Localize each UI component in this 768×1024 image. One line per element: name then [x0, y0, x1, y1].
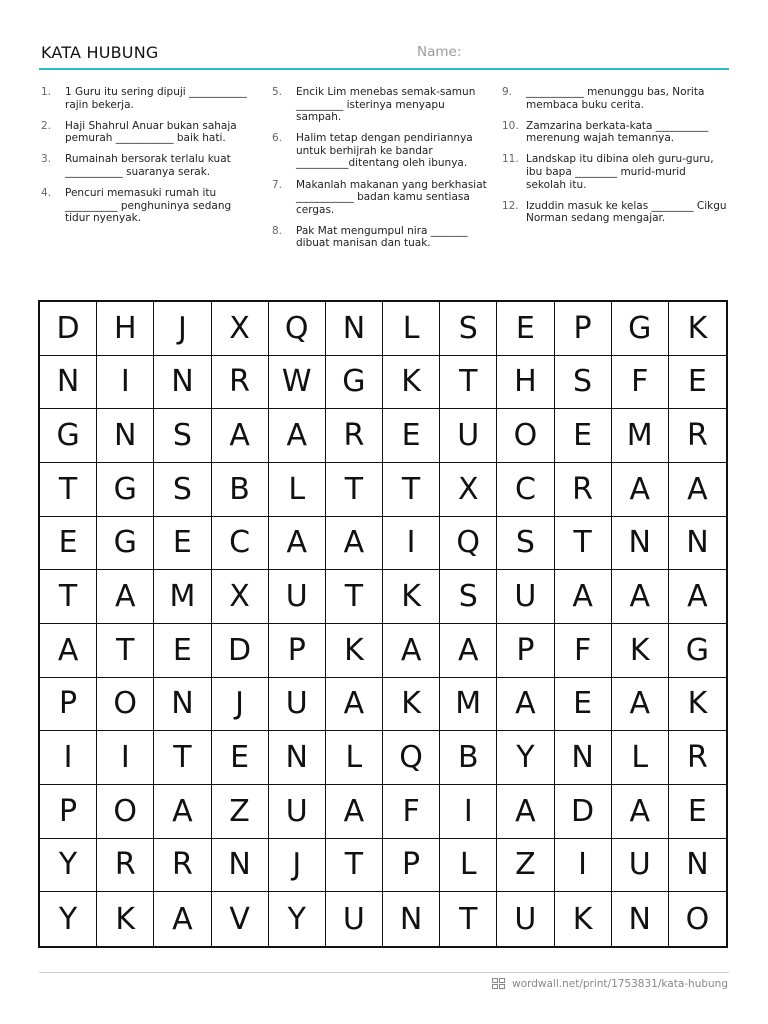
- page-title: KATA HUBUNG: [41, 43, 159, 62]
- grid-cell: E: [383, 409, 440, 463]
- grid-cell: T: [154, 731, 211, 785]
- grid-cell: U: [269, 678, 326, 732]
- footer-divider: [39, 972, 729, 973]
- grid-cell: R: [326, 409, 383, 463]
- grid-cell: G: [326, 356, 383, 410]
- clue-text: 1 Guru itu sering dipuji ___________ rajin bekerja.: [65, 86, 247, 111]
- clue-number: 9.: [502, 86, 513, 98]
- grid-cell: N: [212, 839, 269, 893]
- grid-cell: P: [40, 785, 97, 839]
- clue-item: [39, 120, 259, 145]
- grid-cell: E: [555, 678, 612, 732]
- grid-cell: I: [97, 356, 154, 410]
- footer-url[interactable]: wordwall.net/print/1753831/kata-hubung: [512, 978, 728, 990]
- grid-cell: B: [440, 731, 497, 785]
- grid-cell: A: [612, 570, 669, 624]
- grid-cell: A: [383, 624, 440, 678]
- grid-cell: U: [497, 892, 554, 946]
- grid-cell: N: [40, 356, 97, 410]
- clue-number: 3.: [41, 153, 52, 166]
- clue-number: 11.: [502, 153, 519, 166]
- grid-cell: L: [326, 731, 383, 785]
- grid-cell: Z: [497, 839, 554, 893]
- grid-cell: A: [669, 570, 726, 624]
- grid-cell: K: [555, 892, 612, 946]
- grid-cell: P: [497, 624, 554, 678]
- grid-cell: M: [154, 570, 211, 624]
- grid-cell: K: [383, 678, 440, 732]
- grid-cell: L: [612, 731, 669, 785]
- grid-cell: X: [440, 463, 497, 517]
- grid-cell: A: [612, 678, 669, 732]
- grid-cell: P: [555, 302, 612, 356]
- clue-item: [270, 225, 492, 250]
- grid-cell: A: [497, 678, 554, 732]
- grid-cell: I: [97, 731, 154, 785]
- grid-cell: N: [669, 839, 726, 893]
- grid-cell: J: [269, 839, 326, 893]
- grid-cell: J: [154, 302, 211, 356]
- clue-item: [500, 86, 728, 111]
- worksheet-header: [39, 40, 729, 70]
- grid-cell: A: [669, 463, 726, 517]
- grid-cell: A: [40, 624, 97, 678]
- grid-cell: N: [269, 731, 326, 785]
- grid-cell: T: [555, 517, 612, 571]
- grid-cell: E: [497, 302, 554, 356]
- grid-cell: H: [497, 356, 554, 410]
- grid-cell: Y: [269, 892, 326, 946]
- grid-cell: G: [97, 517, 154, 571]
- grid-cell: A: [326, 678, 383, 732]
- clue-item: [500, 200, 728, 225]
- grid-cell: A: [212, 409, 269, 463]
- grid-cell: I: [555, 839, 612, 893]
- grid-cell: T: [326, 570, 383, 624]
- grid-cell: A: [269, 517, 326, 571]
- grid-cell: R: [669, 409, 726, 463]
- grid-cell: G: [40, 409, 97, 463]
- grid-cell: O: [497, 409, 554, 463]
- clue-item: [270, 132, 492, 170]
- grid-cell: I: [440, 785, 497, 839]
- clue-number: 1.: [41, 86, 52, 98]
- grid-cell: N: [383, 892, 440, 946]
- grid-cell: F: [383, 785, 440, 839]
- grid-cell: I: [40, 731, 97, 785]
- clue-column-3: [500, 86, 728, 233]
- grid-cell: T: [97, 624, 154, 678]
- clue-text: Pencuri memasuki rumah itu __________ penghuninya sedang tidur nyenyak.: [65, 187, 232, 225]
- clue-item: [270, 179, 492, 217]
- grid-cell: E: [154, 624, 211, 678]
- grid-cell: F: [612, 356, 669, 410]
- grid-cell: U: [497, 570, 554, 624]
- grid-cell: Y: [497, 731, 554, 785]
- grid-cell: T: [326, 839, 383, 893]
- clue-number: 10.: [502, 119, 519, 132]
- grid-cell: U: [269, 785, 326, 839]
- clue-text: Halim tetap dengan pendiriannya untuk berhijrah ke bandar __________ditentang oleh ibunya.: [296, 132, 473, 170]
- grid-cell: J: [212, 678, 269, 732]
- footer: [492, 978, 728, 990]
- grid-cell: T: [440, 356, 497, 410]
- clue-number: 12.: [502, 199, 519, 212]
- grid-cell: D: [40, 302, 97, 356]
- clue-text: Makanlah makanan yang berkhasiat ___________ badan kamu sentiasa cergas.: [296, 178, 487, 216]
- grid-cell: M: [612, 409, 669, 463]
- grid-cell: R: [97, 839, 154, 893]
- clue-number: 6.: [272, 132, 283, 145]
- grid-cell: N: [154, 356, 211, 410]
- grid-cell: U: [269, 570, 326, 624]
- grid-cell: K: [669, 302, 726, 356]
- grid-cell: S: [440, 570, 497, 624]
- grid-cell: L: [440, 839, 497, 893]
- clue-column-2: [270, 86, 492, 259]
- clue-number: 2.: [41, 119, 52, 132]
- grid-cell: A: [269, 409, 326, 463]
- grid-cell: Z: [212, 785, 269, 839]
- grid-cell: B: [212, 463, 269, 517]
- clue-number: 7.: [272, 178, 283, 191]
- grid-cell: I: [383, 517, 440, 571]
- grid-cell: A: [440, 624, 497, 678]
- grid-cell: P: [269, 624, 326, 678]
- clue-text: Haji Shahrul Anuar bukan sahaja pemurah ___________ baik hati.: [65, 119, 237, 145]
- grid-cell: K: [669, 678, 726, 732]
- grid-cell: E: [669, 785, 726, 839]
- grid-cell: A: [612, 785, 669, 839]
- grid-cell: L: [269, 463, 326, 517]
- clue-number: 8.: [272, 224, 283, 237]
- grid-cell: D: [555, 785, 612, 839]
- grid-cell: E: [40, 517, 97, 571]
- clue-text: ___________ menunggu bas, Norita membaca buku cerita.: [526, 86, 705, 111]
- word-search-grid: [38, 300, 728, 948]
- grid-cell: R: [154, 839, 211, 893]
- grid-cell: A: [326, 785, 383, 839]
- grid-cell: X: [212, 302, 269, 356]
- grid-cell: H: [97, 302, 154, 356]
- grid-cell: A: [497, 785, 554, 839]
- grid-cell: M: [440, 678, 497, 732]
- grid-cell: P: [40, 678, 97, 732]
- grid-cell: E: [212, 731, 269, 785]
- grid-cell: S: [154, 463, 211, 517]
- clue-number: 5.: [272, 86, 283, 98]
- grid-cell: N: [669, 517, 726, 571]
- clue-item: [39, 86, 259, 111]
- grid-cell: R: [669, 731, 726, 785]
- grid-cell: N: [154, 678, 211, 732]
- grid-cell: Y: [40, 892, 97, 946]
- grid-cell: Q: [383, 731, 440, 785]
- clue-text: Rumainah bersorak terlalu kuat ___________ suaranya serak.: [65, 153, 231, 178]
- grid-cell: L: [383, 302, 440, 356]
- grid-cell: W: [269, 356, 326, 410]
- grid-cell: N: [612, 517, 669, 571]
- grid-cell: T: [40, 570, 97, 624]
- grid-cell: K: [97, 892, 154, 946]
- grid-cell: D: [212, 624, 269, 678]
- grid-cell: K: [383, 356, 440, 410]
- clue-text: Zamzarina berkata-kata __________ merenung wajah temannya.: [526, 119, 709, 145]
- grid-cell: O: [685, 901, 710, 937]
- clue-item: [39, 153, 259, 178]
- grid-cell: T: [326, 463, 383, 517]
- wordwall-logo-icon: [492, 978, 506, 990]
- clue-text: Encik Lim menebas semak-samun _________ isterinya menyapu sampah.: [296, 86, 476, 124]
- clue-column-1: [39, 86, 259, 233]
- grid-cell: E: [669, 356, 726, 410]
- grid-cell: E: [555, 409, 612, 463]
- name-label: Name:: [417, 44, 462, 60]
- grid-cell: S: [154, 409, 211, 463]
- grid-cell: A: [154, 892, 211, 946]
- grid-cell: Y: [40, 839, 97, 893]
- grid-cell: A: [612, 463, 669, 517]
- clue-text: Pak Mat mengumpul nira _______ dibuat manisan dan tuak.: [296, 224, 468, 250]
- grid-cell: T: [440, 892, 497, 946]
- clue-item: [500, 120, 728, 145]
- clue-item: [500, 153, 728, 191]
- grid-cell: A: [97, 570, 154, 624]
- grid-cell: V: [212, 892, 269, 946]
- grid-cell: N: [555, 731, 612, 785]
- grid-cell: O: [97, 785, 154, 839]
- grid-cell: G: [669, 624, 726, 678]
- grid-cell: R: [555, 463, 612, 517]
- clue-item: [39, 187, 259, 225]
- grid-cell: C: [497, 463, 554, 517]
- grid-cell: E: [154, 517, 211, 571]
- grid-cell: T: [40, 463, 97, 517]
- grid-cell: A: [154, 785, 211, 839]
- grid-cell: K: [326, 624, 383, 678]
- grid-cell: R: [212, 356, 269, 410]
- grid-cell: O: [97, 678, 154, 732]
- grid-cell: U: [612, 839, 669, 893]
- grid-cell: G: [612, 302, 669, 356]
- grid-cell: K: [383, 570, 440, 624]
- grid-cell: S: [497, 517, 554, 571]
- grid-cell: A: [555, 570, 612, 624]
- grid-cell: S: [555, 356, 612, 410]
- grid-cell: X: [212, 570, 269, 624]
- grid-cell: U: [440, 409, 497, 463]
- grid-cell: A: [326, 517, 383, 571]
- grid-cell: Q: [440, 517, 497, 571]
- grid-cell: G: [97, 463, 154, 517]
- grid-cell: N: [326, 302, 383, 356]
- grid-cell: N: [97, 409, 154, 463]
- clue-number: 4.: [41, 187, 52, 200]
- grid-cell: C: [212, 517, 269, 571]
- grid-cell: U: [326, 892, 383, 946]
- grid-cell: Q: [269, 302, 326, 356]
- grid-cell: F: [555, 624, 612, 678]
- grid-cell: T: [383, 463, 440, 517]
- clue-item: [270, 86, 492, 124]
- grid-cell: K: [612, 624, 669, 678]
- clue-text: Landskap itu dibina oleh guru-guru, ibu bapa ________ murid-murid sekolah itu.: [526, 153, 714, 191]
- grid-cell: N: [612, 892, 669, 946]
- grid-cell: S: [440, 302, 497, 356]
- clue-text: Izuddin masuk ke kelas ________ Cikgu Norman sedang mengajar.: [526, 199, 727, 225]
- grid-cell: P: [383, 839, 440, 893]
